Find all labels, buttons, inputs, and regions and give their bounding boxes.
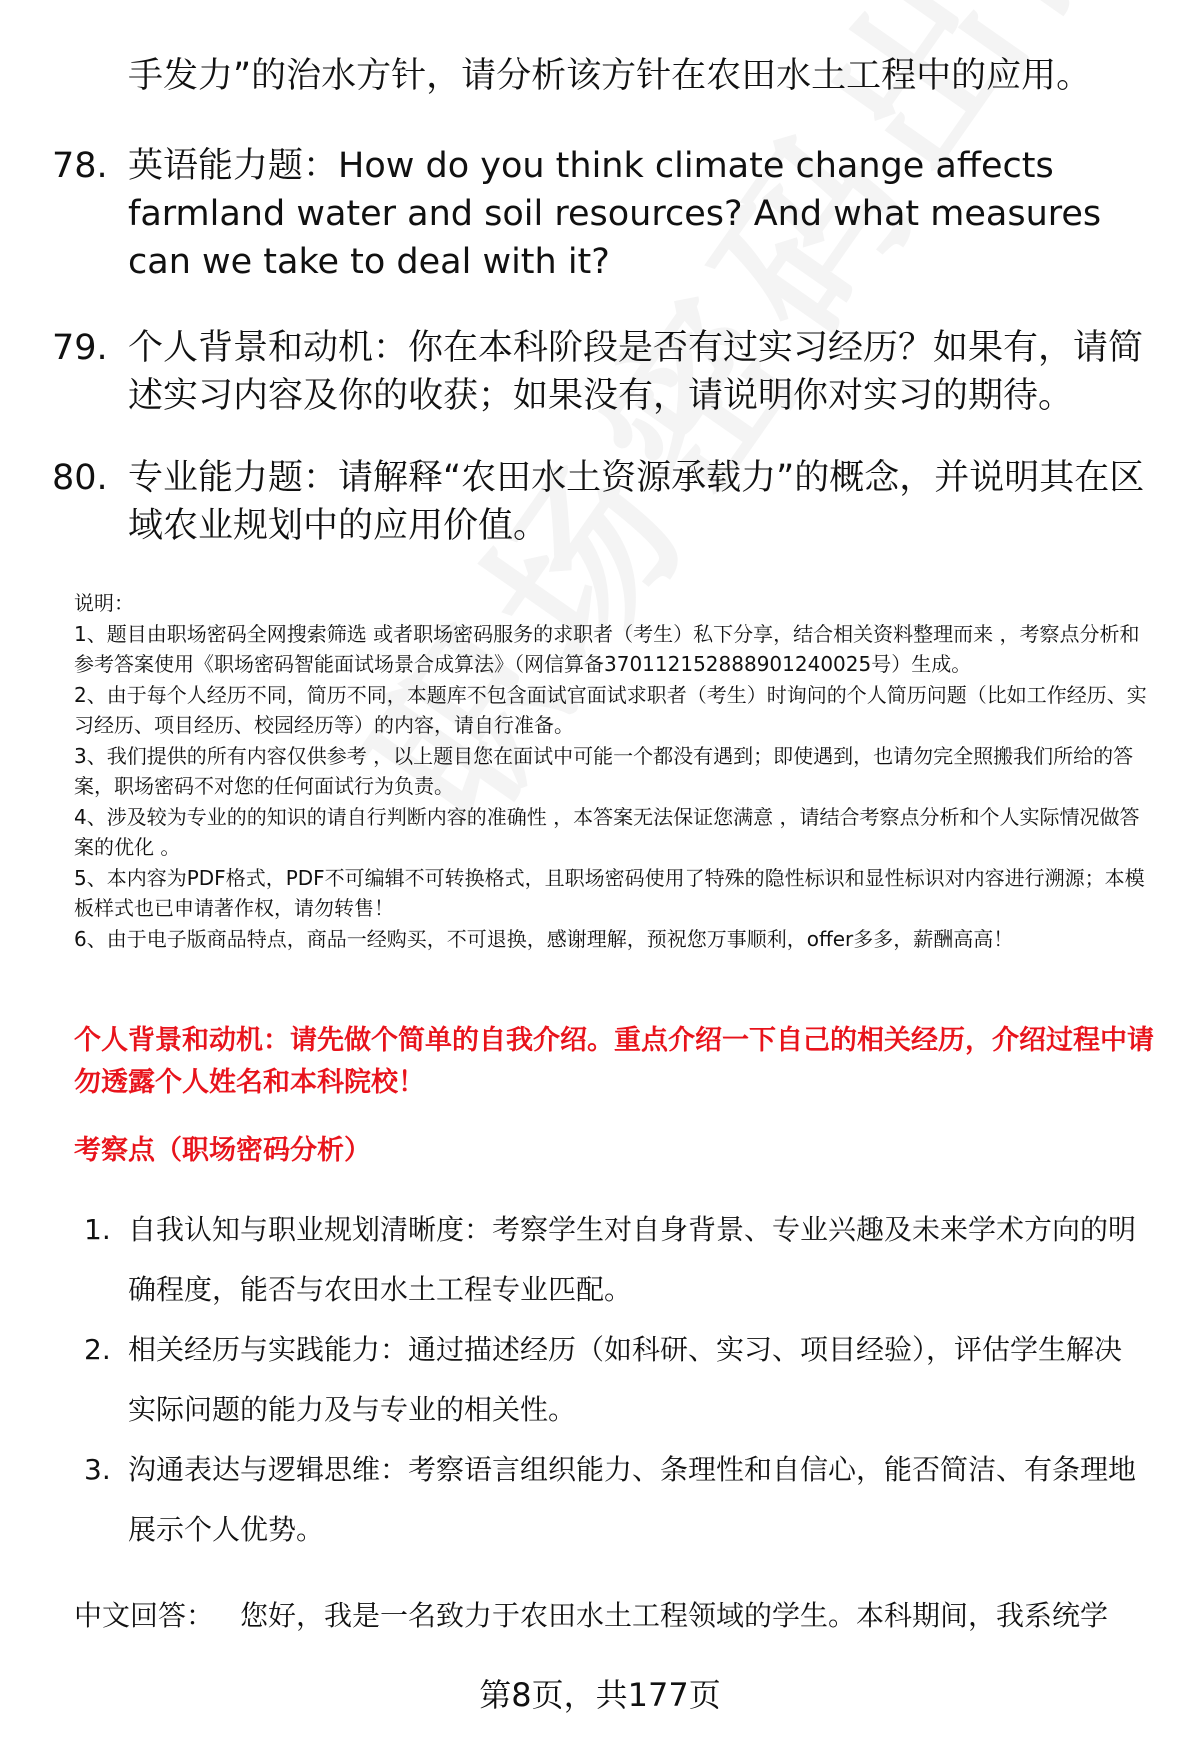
list-item-number: 1. bbox=[84, 1213, 111, 1246]
analysis-heading: 考察点（职场密码分析） bbox=[74, 1135, 371, 1166]
page-footer: 第8页，共177页 bbox=[479, 1676, 721, 1714]
note-item: 5、本内容为PDF格式，PDF不可编辑不可转换格式，且职场密码使用了特殊的隐性标识和显性标识对内容进行溯源；本模板样式也已申请著作权，请勿转售！ bbox=[74, 865, 1145, 920]
list-item bbox=[0, 1440, 1200, 1560]
question-heading: 个人背景和动机：请先做个简单的自我介绍。重点介绍一下自己的相关经历，介绍过程中请勿透露个人姓名和本科院校！ bbox=[74, 1025, 1154, 1098]
notes-section bbox=[74, 588, 1159, 954]
list-item-text: 自我认知与职业规划清晰度：考察学生对自身背景、专业兴趣及未来学术方向的明确程度，能否与农田水土工程专业匹配。 bbox=[128, 1213, 1137, 1306]
analysis-list bbox=[0, 1200, 1200, 1560]
list-item-number: 3. bbox=[84, 1453, 111, 1486]
list-item-number: 2. bbox=[84, 1333, 111, 1366]
note-item: 2、由于每个人经历不同，简历不同，本题库不包含面试官面试求职者（考生）时询问的个人简历问题（比如工作经历、实习经历、项目经历、校园经历等）的内容，请自行准备。 bbox=[74, 682, 1147, 737]
note-item: 4、涉及较为专业的的知识的请自行判断内容的准确性 ，本答案无法保证您满意 ，请结合考察点分析和个人实际情况做答案的优化 。 bbox=[74, 804, 1140, 859]
question-number: 78. bbox=[52, 146, 108, 186]
note-item: 1、题目由职场密码全网搜索筛选 或者职场密码服务的求职者（考生）私下分享，结合相关资料整理而来 ，考察点分析和参考答案使用《职场密码智能面试场景合成算法》（网信算备370112152888901240025号）生成。 bbox=[74, 621, 1140, 676]
answer-text: 您好，我是一名致力于农田水土工程领域的学生。本科期间，我系统学 bbox=[240, 1599, 1109, 1632]
question-text: 专业能力题：请解释“农田水土资源承载力”的概念，并说明其在区域农业规划中的应用价值。 bbox=[128, 458, 1145, 546]
question-text: 英语能力题：How do you think climate change affects farmland water and soil resources? And what measures can we take to deal with it? bbox=[128, 146, 1102, 282]
question-number: 80. bbox=[52, 458, 108, 498]
list-item-text: 沟通表达与逻辑思维：考察语言组织能力、条理性和自信心，能否简洁、有条理地展示个人优势。 bbox=[128, 1453, 1137, 1546]
question-text: 个人背景和动机：你在本科阶段是否有过实习经历？如果有，请简述实习内容及你的收获；如果没有，请说明你对实习的期待。 bbox=[128, 328, 1144, 416]
list-item bbox=[0, 1200, 1200, 1320]
question-number: 79. bbox=[52, 328, 108, 368]
note-item: 6、由于电子版商品特点，商品一经购买，不可退换，感谢理解，预祝您万事顺利，offer多多，薪酬高高！ bbox=[74, 926, 1014, 951]
notes-title: 说明： bbox=[74, 591, 134, 615]
question-text: 手发力”的治水方针，请分析该方针在农田水土工程中的应用。 bbox=[128, 56, 1092, 96]
answer-label: 中文回答： bbox=[74, 1599, 215, 1632]
list-item-text: 相关经历与实践能力：通过描述经历（如科研、实习、项目经验），评估学生解决实际问题的能力及与专业的相关性。 bbox=[128, 1333, 1123, 1426]
list-item bbox=[0, 1320, 1200, 1440]
answer-paragraph bbox=[74, 1595, 1174, 1637]
note-item: 3、我们提供的所有内容仅供参考 ，以上题目您在面试中可能一个都没有遇到；即使遇到，也请勿完全照搬我们所给的答案，职场密码不对您的任何面试行为负责。 bbox=[74, 743, 1134, 798]
